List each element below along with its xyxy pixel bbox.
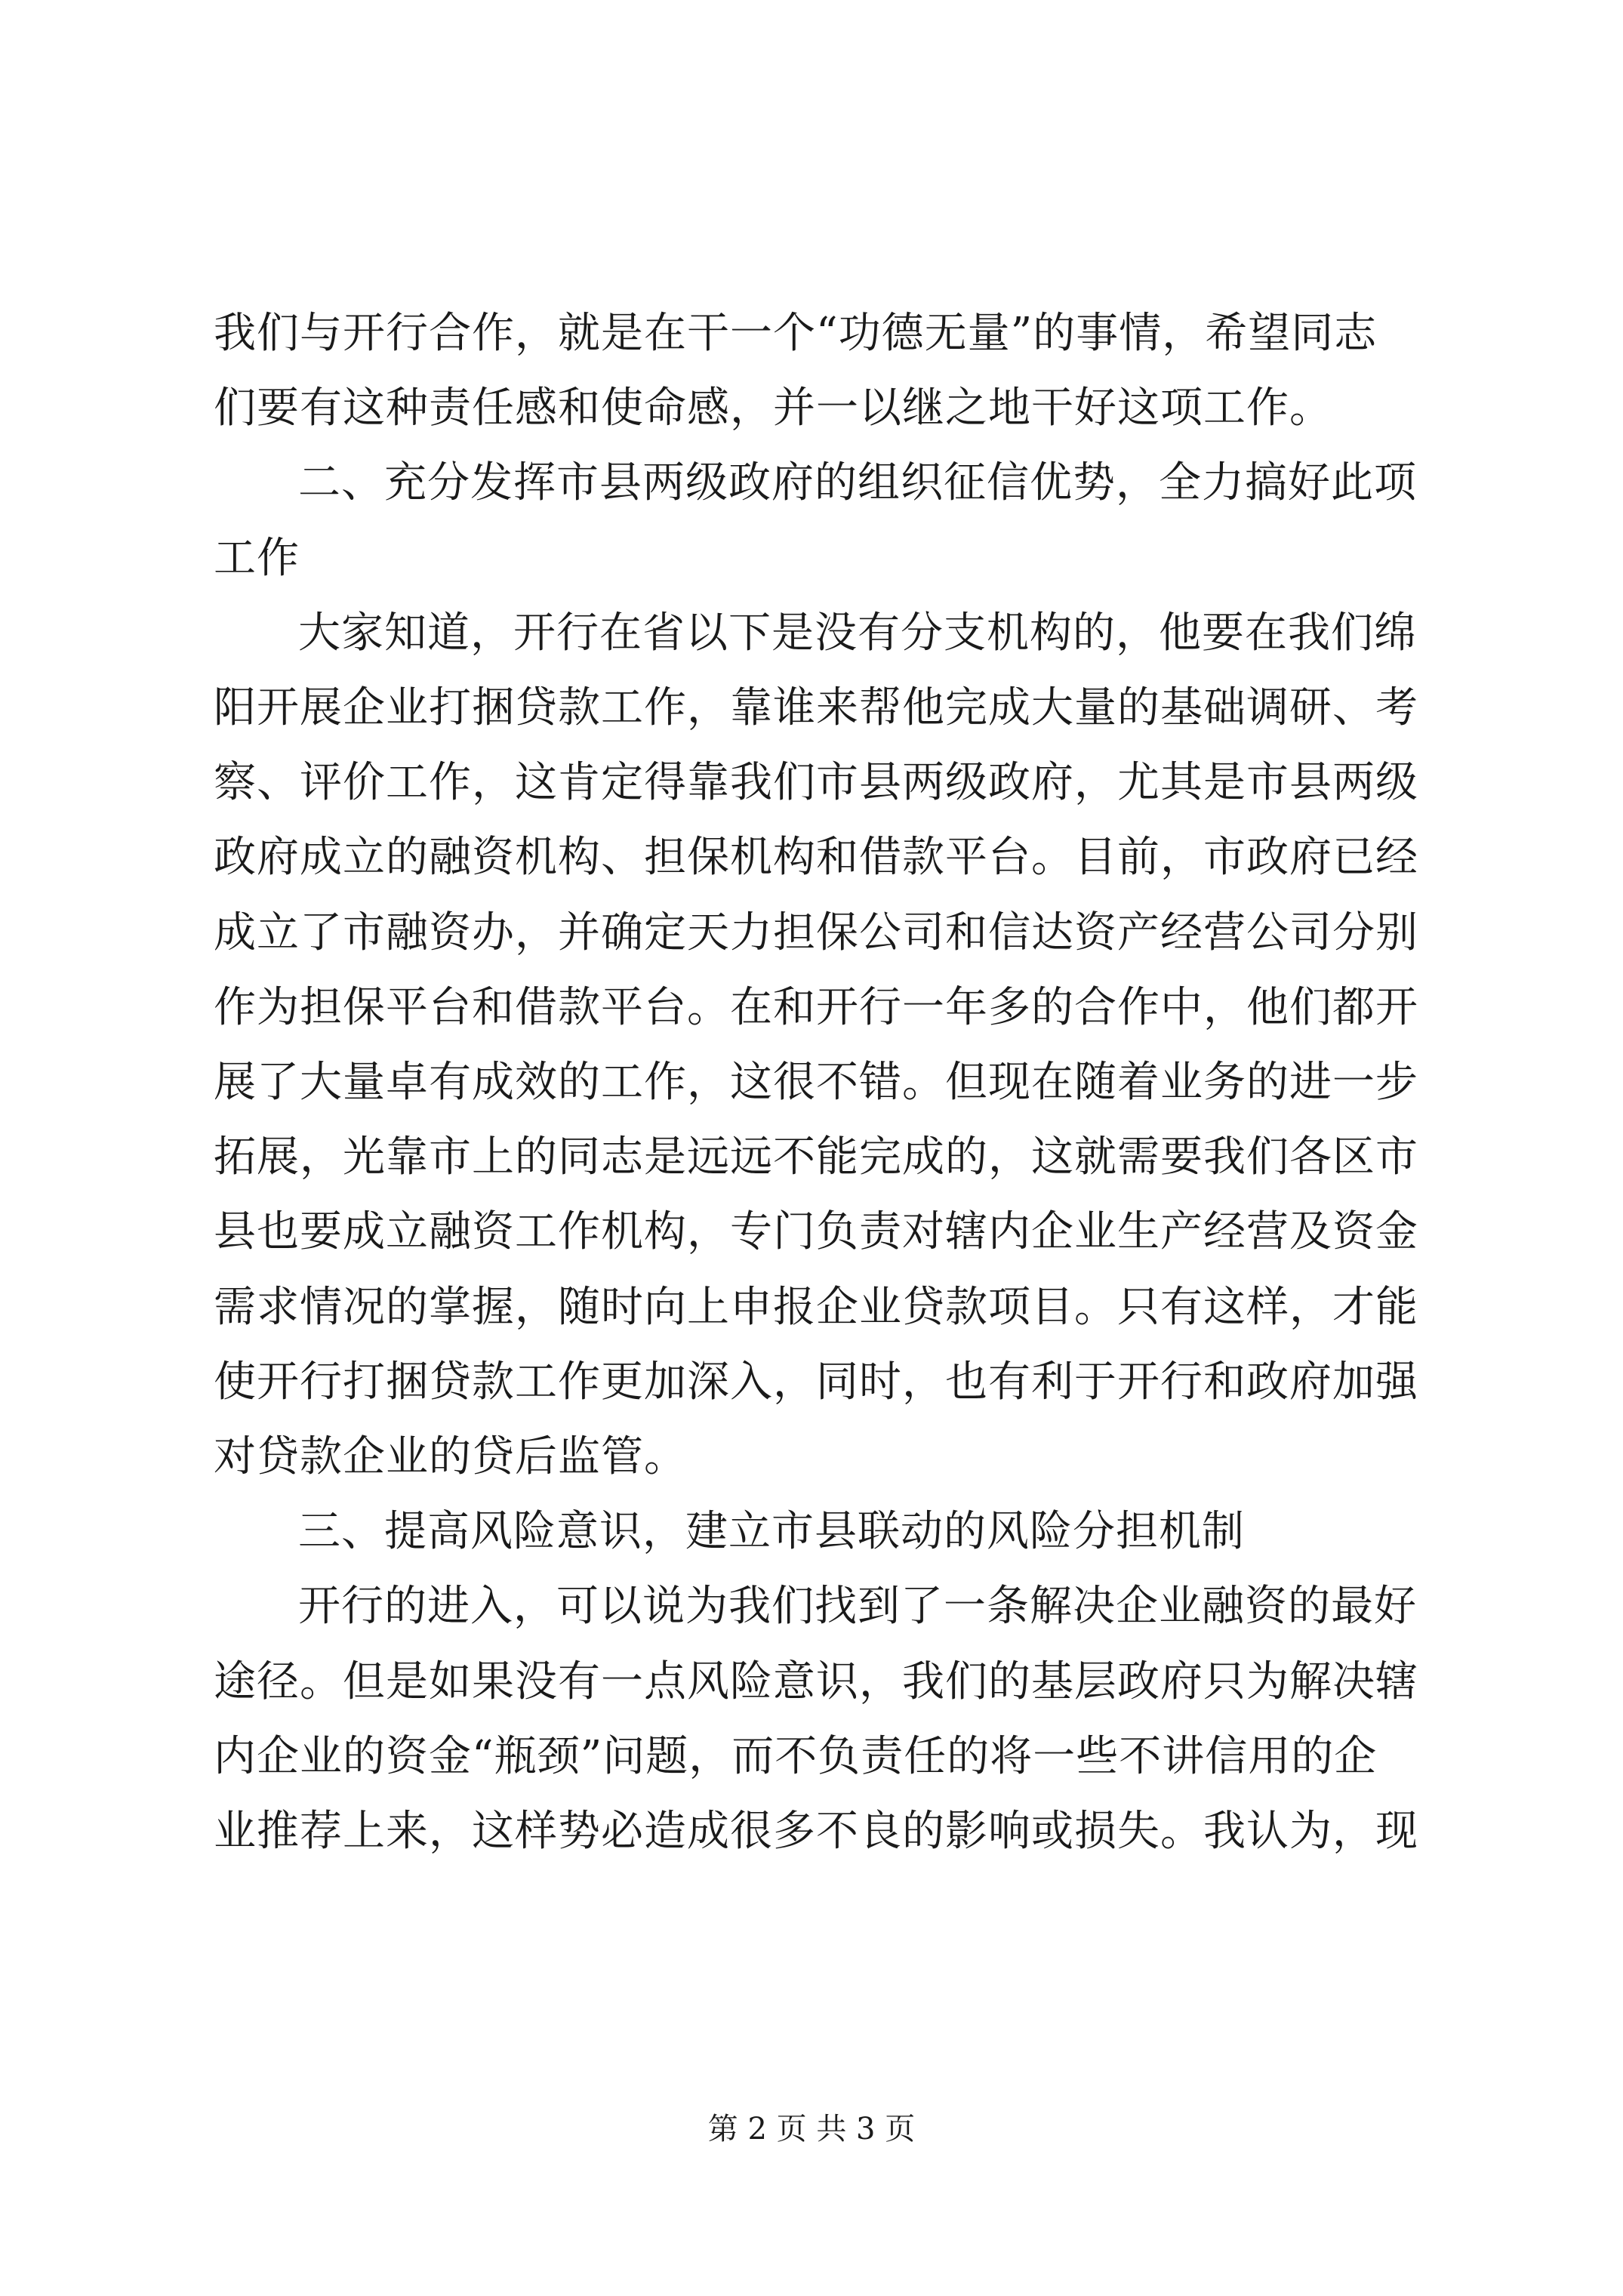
text-line: 业推荐上来，这样势必造成很多不良的影响或损失。我认为，现 [214,1807,1418,1856]
text-line: 们要有这种责任感和使命感，并一以继之地干好这项工作。 [214,384,1332,433]
text-line: 拓展，光靠市上的同志是远远不能完成的，这就需要我们各区市 [214,1133,1418,1182]
text-line: 我们与开行合作，就是在干一个“功德无量”的事情，希望同志 [214,309,1378,358]
text-line: 使开行打捆贷款工作更加深入，同时，也有利于开行和政府加强 [214,1358,1418,1407]
text-line: 开行的进入，可以说为我们找到了一条解决企业融资的最好 [298,1582,1417,1631]
text-line: 展了大量卓有成效的工作，这很不错。但现在随着业务的进一步 [214,1058,1418,1107]
section-heading-continued: 工作 [214,534,300,583]
section-heading: 二、充分发挥市县两级政府的组织征信优势，全力搞好此项 [298,458,1417,507]
text-line: 途径。但是如果没有一点风险意识，我们的基层政府只为解决辖 [214,1657,1418,1706]
text-line: 成立了市融资办，并确定天力担保公司和信达资产经营公司分别 [214,908,1418,957]
text-line: 需求情况的掌握，随时向上申报企业贷款项目。只有这样，才能 [214,1283,1418,1332]
text-line: 县也要成立融资工作机构，专门负责对辖内企业生产经营及资金 [214,1207,1418,1256]
text-line: 作为担保平台和借款平台。在和开行一年多的合作中，他们都开 [214,983,1418,1032]
text-line: 政府成立的融资机构、担保机构和借款平台。目前，市政府已经 [214,833,1418,882]
text-line: 阳开展企业打捆贷款工作，靠谁来帮他完成大量的基础调研、考 [214,683,1418,732]
text-line: 对贷款企业的贷后监管。 [214,1432,687,1481]
text-line: 察、评价工作，这肯定得靠我们市县两级政府，尤其是市县两级 [214,758,1418,807]
page-number-footer: 第 2 页 共 3 页 [707,2112,916,2147]
text-line: 内企业的资金“瓶颈”问题，而不负责任的将一些不讲信用的企 [214,1732,1378,1781]
section-heading: 三、提高风险意识，建立市县联动的风险分担机制 [298,1507,1245,1556]
text-line: 大家知道，开行在省以下是没有分支机构的，他要在我们绵 [298,609,1417,658]
